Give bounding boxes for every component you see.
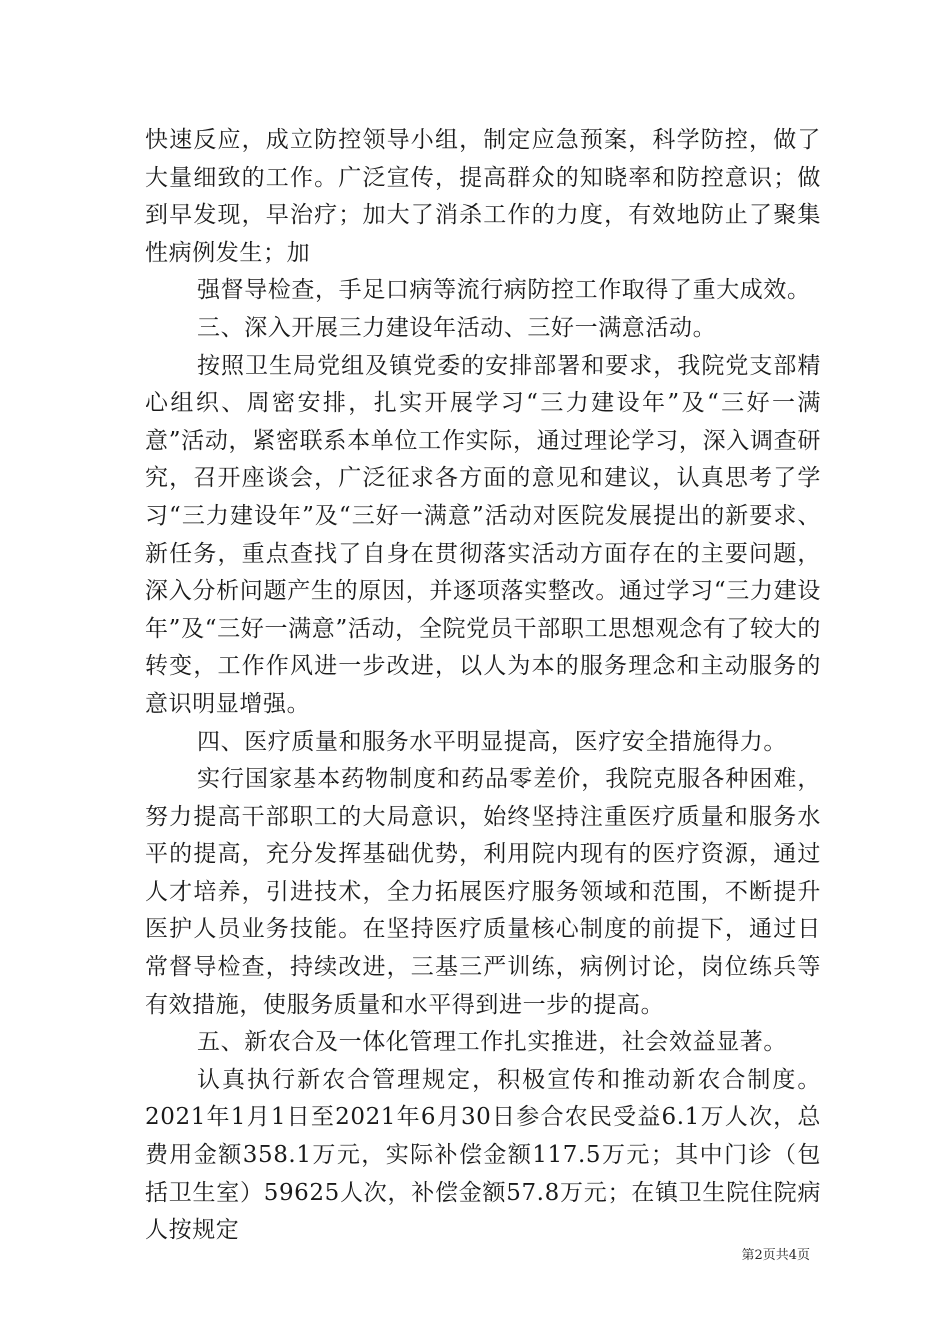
section-heading-4: 四、医疗质量和服务水平明显提高，医疗安全措施得力。 (197, 728, 787, 755)
paragraph-8: 认真执行新农合管理规定，积极宣传和推动新农合制度。2021年1月1日至2021年6月30日参合农民受益6.1万人次，总费用金额358.1万元，实际补偿金额117.5万元；其中门诊（包括卫生室）59625人次，补偿金额57.8万元；在镇卫生院住院病人按规定 (145, 1066, 821, 1244)
section-heading-3: 三、深入开展三力建设年活动、三好一满意活动。 (197, 314, 717, 341)
page-number: 第2页共4页 (741, 1248, 810, 1263)
paragraph-6: 实行国家基本药物制度和药品零差价，我院克服各种困难，努力提高干部职工的大局意识，始终坚持注重医疗质量和服务水平的提高，充分发挥基础优势，利用院内现有的医疗资源，通过人才培养，引进技术，全力拓展医疗服务领域和范围，不断提升医护人员业务技能。在坚持医疗质量核心制度的前提下，通过日常督导检查，持续改进，三基三严训练，病例讨论，岗位练兵等有效措施，使服务质量和水平得到进一步的提高。 (145, 766, 821, 1018)
paragraph-2: 强督导检查，手足口病等流行病防控工作取得了重大成效。 (197, 277, 811, 304)
paragraph-4: 按照卫生局党组及镇党委的安排部署和要求，我院党支部精心组织、周密安排，扎实开展学习“三力建设年”及“三好一满意”活动，紧密联系本单位工作实际，通过理论学习，深入调查研究，召开座谈会，广泛征求各方面的意见和建议，认真思考了学习“三力建设年”及“三好一满意”活动对医院发展提出的新要求、新任务，重点查找了自身在贯彻落实活动方面存在的主要问题，深入分析问题产生的原因，并逐项落实整改。通过学习“三力建设年”及“三好一满意”活动，全院党员干部职工思想观念有了较大的转变，工作作风进一步改进，以人为本的服务理念和主动服务的意识明显增强。 (145, 352, 821, 717)
document-body (145, 122, 821, 1250)
paragraph-1: 快速反应，成立防控领导小组，制定应急预案，科学防控，做了大量细致的工作。广泛宣传，提高群众的知晓率和防控意识；做到早发现，早治疗；加大了消杀工作的力度，有效地防止了聚集性病例发生；加 (145, 127, 821, 266)
section-heading-5: 五、新农合及一体化管理工作扎实推进，社会效益显著。 (197, 1029, 787, 1056)
